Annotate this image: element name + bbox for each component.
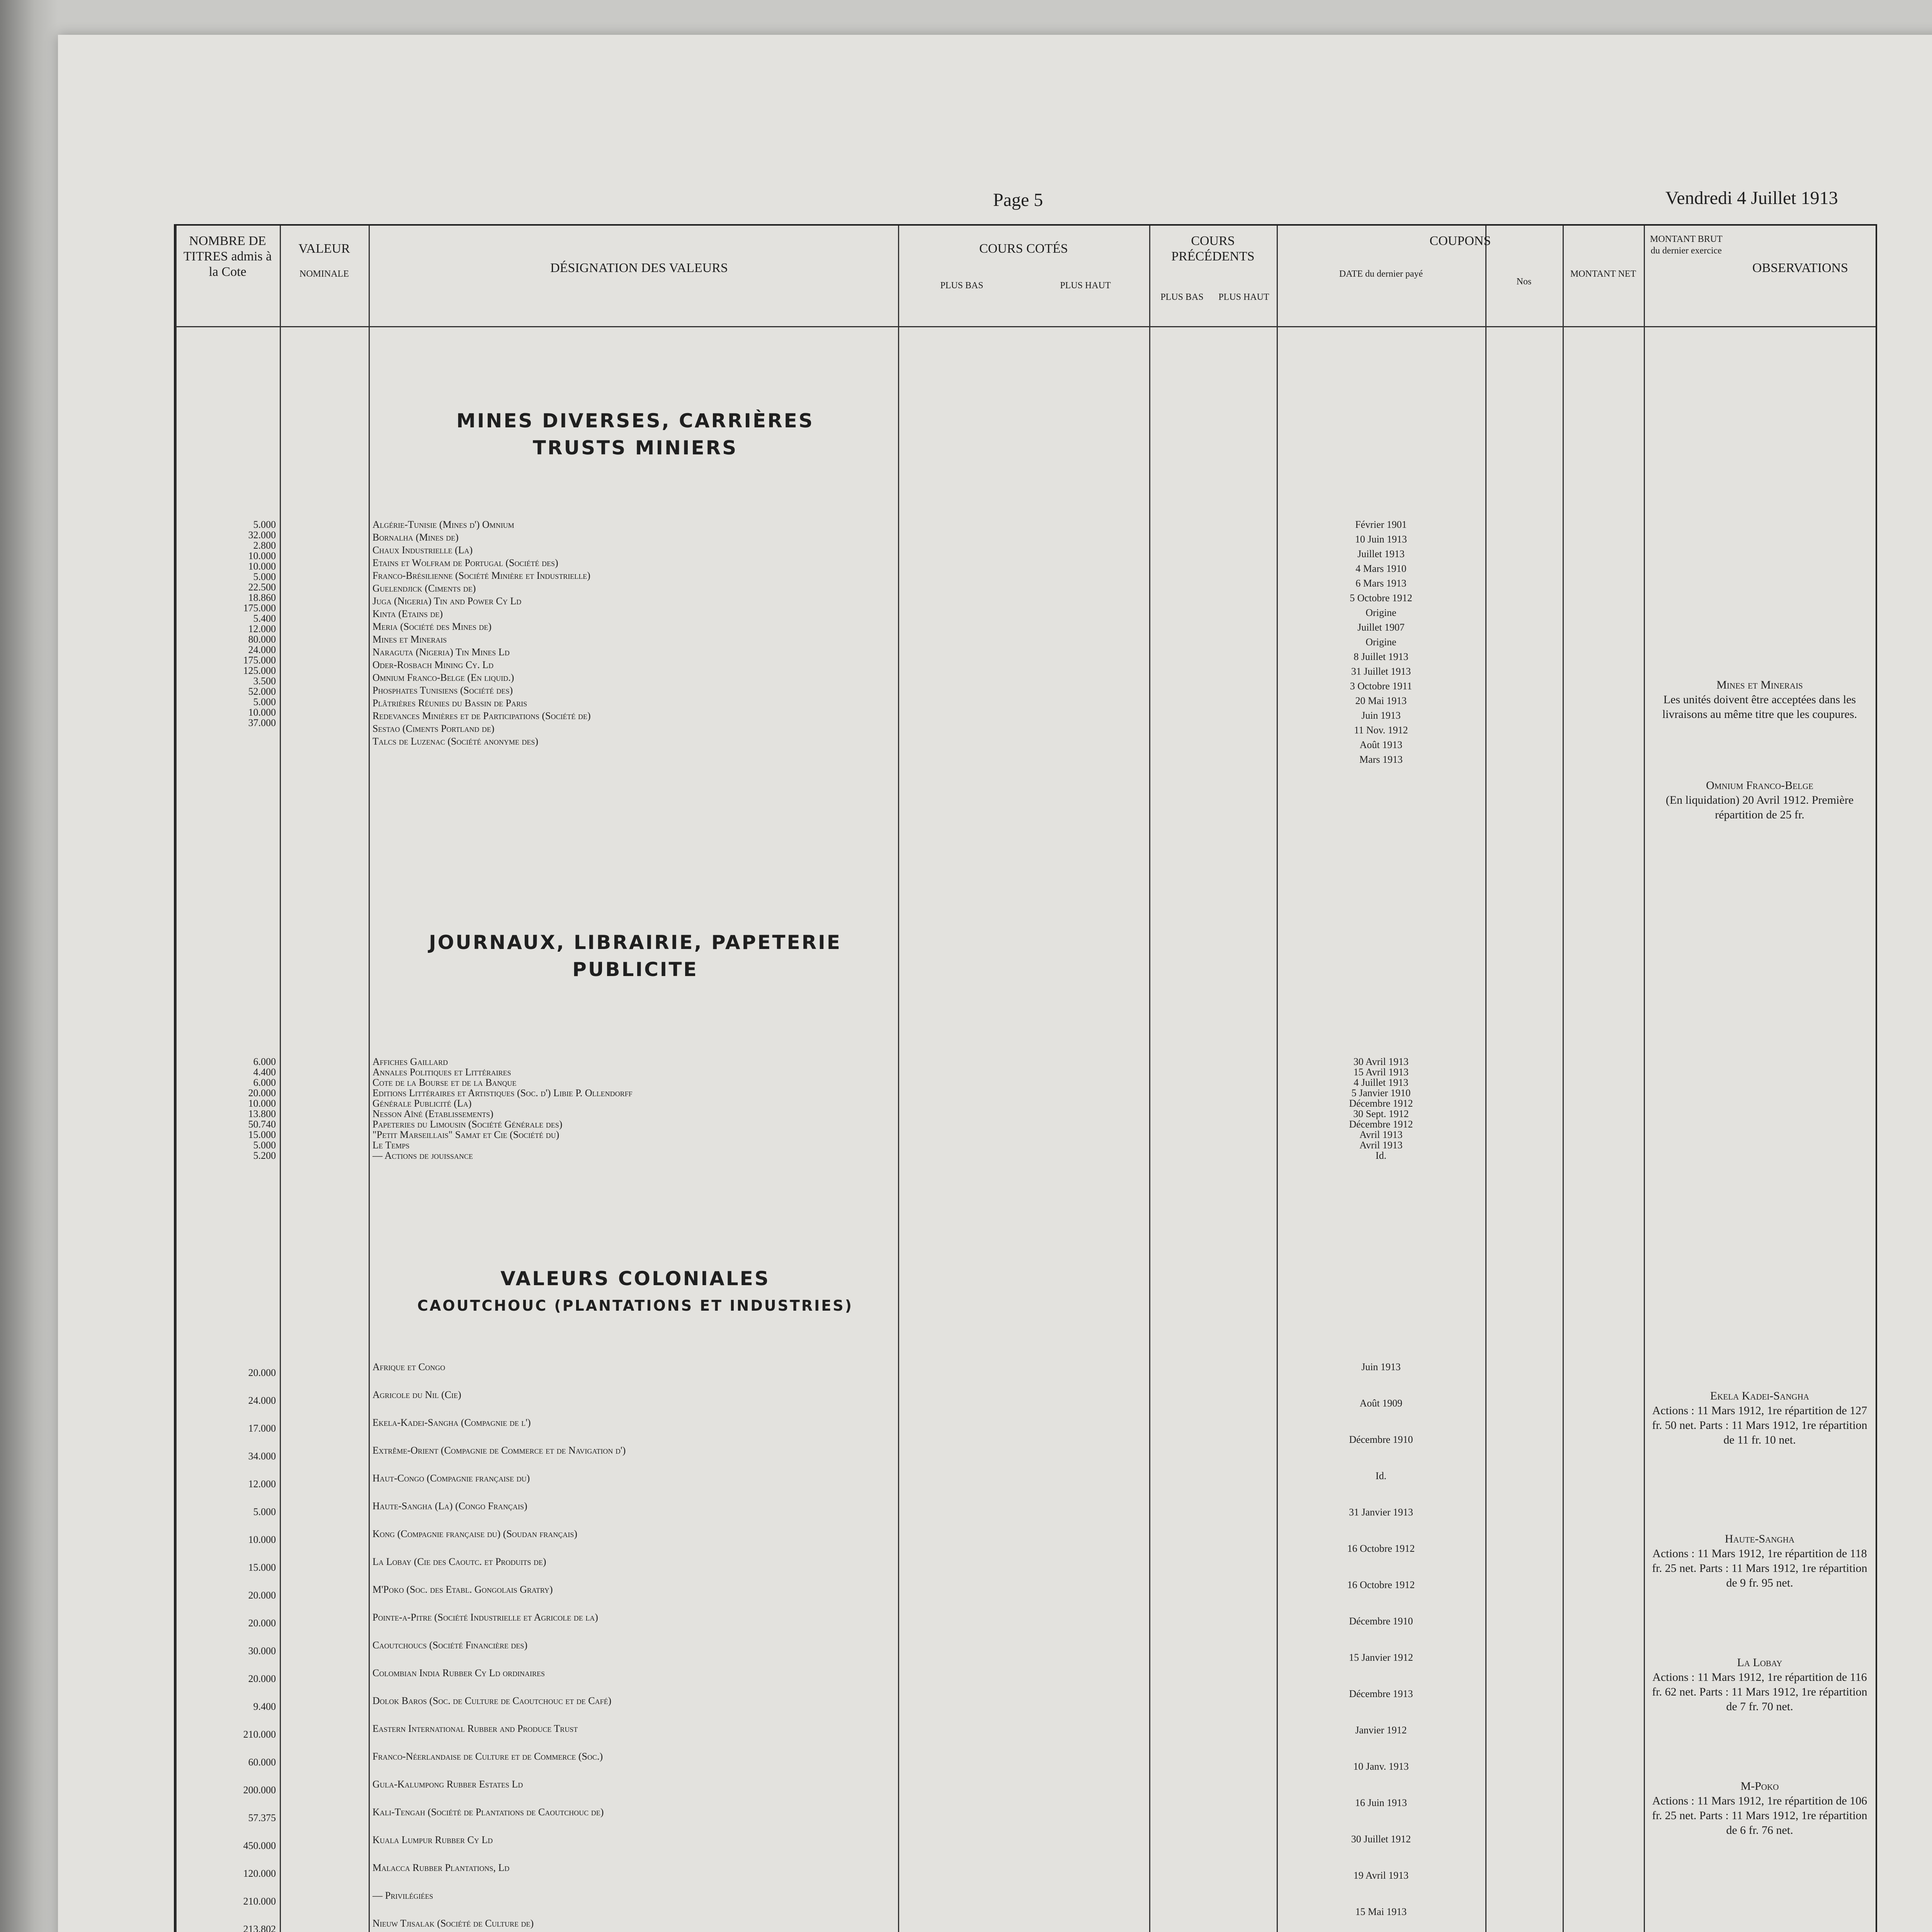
titres-cell: 5.000 [253,696,276,707]
titres-cell: 20.000 [248,1087,276,1099]
header-prec-haut: PLUS HAUT [1218,292,1269,302]
header-coupon-montant: MONTANT NET [1570,269,1636,279]
titres-cell: 120.000 [243,1868,276,1879]
newspaper-page [58,35,1932,1932]
titres-cell: 210.000 [243,1896,276,1907]
titres-cell: 30.000 [248,1645,276,1656]
titres-cell: 15.000 [248,1129,276,1140]
mines-titres-column [179,519,276,728]
section-line: CAOUTCHOUC (PLANTATIONS ET INDUSTRIES) [417,1297,853,1314]
titres-cell: 32.000 [248,529,276,541]
titres-cell: 20.000 [248,1673,276,1684]
designation-cell: Naraguta (Nigeria) Tin Mines Ld [372,646,510,658]
coupon-date-cell: 5 Octobre 1912 [1350,592,1412,604]
coupon-date-cell: Juillet 1913 [1357,548,1405,560]
coupon-date-cell: Août 1913 [1359,739,1403,750]
designation-cell: Bornalha (Mines de) [372,532,459,543]
section-line: VALEURS COLONIALES [500,1267,770,1290]
coupon-date-cell: 4 Juillet 1913 [1354,1077,1408,1088]
designation-cell: Générale Publicité (La) [372,1098,472,1109]
coupon-date-cell: 5 Janvier 1910 [1351,1087,1411,1099]
observation-title: Ekela Kadei-Sangha [1710,1389,1810,1402]
designation-cell: Guelendjick (Ciments de) [372,583,476,594]
observation-title: Omnium Franco-Belge [1706,779,1813,792]
titres-cell: 37.000 [248,717,276,728]
coupon-date-cell: Mars 1913 [1359,754,1403,765]
designation-cell: Etains et Wolfram de Portugal (Société des) [372,557,558,568]
designation-cell: Nieuw Tjisalak (Société de Culture de) [372,1918,534,1929]
titres-cell: 10.000 [248,1534,276,1545]
titres-cell: 57.375 [248,1812,276,1823]
titres-cell: 4.400 [253,1066,276,1078]
titres-cell: 6.000 [253,1056,276,1067]
titres-cell: 34.000 [248,1451,276,1462]
designation-cell: Gula-Kalumpong Rubber Estates Ld [372,1779,523,1790]
coupon-date-cell: Id. [1375,1470,1387,1481]
section-title-journaux [345,929,925,983]
titres-cell: 210.000 [243,1729,276,1740]
designation-cell: Omnium Franco-Belge (En liquid.) [372,672,514,683]
coupon-date-cell: Décembre 1913 [1349,1688,1413,1699]
section-line: JOURNAUX, LIBRAIRIE, PAPETERIE [429,931,842,954]
titres-cell: 9.400 [253,1701,276,1712]
observation-omnium [1651,778,1868,822]
coupon-date-cell: Décembre 1912 [1349,1119,1413,1130]
titres-cell: 450.000 [243,1840,276,1851]
coupon-date-cell: 15 Janvier 1912 [1349,1652,1413,1663]
titres-cell: 175.000 [243,602,276,614]
designation-cell: Malacca Rubber Plantations, Ld [372,1862,510,1873]
designation-cell: Kinta (Etains de) [372,608,443,619]
section-line: PUBLICITE [572,958,698,981]
column-rule [369,226,370,1932]
designation-cell: "Petit Marseillais" Samat et Cie (Société du) [372,1129,560,1140]
observation-mpoko [1651,1779,1868,1838]
quotation-table [174,224,1877,1932]
page-number: Page 5 [993,190,1043,210]
coupon-date-cell: 10 Juin 1913 [1355,534,1407,545]
titres-cell: 5.000 [253,519,276,530]
titres-cell: 24.000 [248,1395,276,1406]
coupon-date-cell: Décembre 1912 [1349,1098,1413,1109]
titres-cell: 17.000 [248,1423,276,1434]
designation-cell: — Actions de jouissance [372,1150,473,1161]
observation-mines [1651,678,1868,722]
designation-cell: Caoutchoucs (Société Financière des) [372,1639,528,1651]
observation-text: Les unités doivent être acceptées dans les livraisons au même titre que les coupures. [1662,693,1857,721]
designation-cell: Agricole du Nil (Cie) [372,1389,461,1400]
designation-cell: Franco-Brésilienne (Société Minière et Industrielle) [372,570,590,581]
coupon-date-cell: 31 Janvier 1913 [1349,1507,1413,1518]
header-plus-haut: PLUS HAUT [1060,281,1111,291]
designation-cell: Mines et Minerais [372,634,447,645]
coupon-date-cell: Janvier 1912 [1355,1725,1407,1736]
coupon-date-cell: 11 Nov. 1912 [1354,724,1408,736]
coupon-date-cell: Avril 1913 [1359,1129,1403,1140]
column-rule [280,226,281,1932]
observation-ekela [1651,1389,1868,1447]
titres-cell: 175.000 [243,655,276,666]
designation-cell: Phosphates Tunisiens (Société des) [372,685,513,696]
section-title-mines [345,407,925,461]
column-rule [1644,226,1645,1932]
journaux-titres-column [179,1056,276,1161]
designation-cell: Editions Littéraires et Artistiques (Soc. d') Libie P. Ollendorff [372,1087,633,1099]
observation-text: (En liquidation) 20 Avril 1912. Première répartition de 25 fr. [1665,794,1854,821]
designation-cell: Nesson Aîné (Etablissements) [372,1108,493,1119]
coupon-date-cell: 3 Octobre 1911 [1350,680,1412,692]
coupon-date-cell: Décembre 1910 [1349,1434,1413,1445]
column-rule [898,226,899,1932]
designation-cell: Plâtrières Réunies du Bassin de Paris [372,697,527,709]
designation-cell: Extrême-Orient (Compagnie de Commerce et de Navigation d') [372,1445,626,1456]
coloniales-titres-column [179,1362,276,1932]
designation-cell: Eastern International Rubber and Produce Trust [372,1723,578,1734]
coupon-date-cell: 20 Mai 1913 [1355,695,1407,706]
observation-lobay [1651,1655,1868,1714]
header-cours-precedents: COURS PRÉCÉDENTS [1171,234,1255,264]
designation-cell: Redevances Minières et de Participations (Société de) [372,710,591,721]
coupon-date-cell: Avril 1913 [1359,1139,1403,1151]
titres-cell: 213.802 [243,1923,276,1932]
observation-title: La Lobay [1737,1656,1782,1669]
coupon-date-cell: 8 Juillet 1913 [1354,651,1408,662]
coloniales-designation-column [372,1362,894,1932]
coupon-date-cell: 10 Janv. 1913 [1353,1761,1409,1772]
coupon-date-cell: Août 1909 [1359,1398,1403,1409]
designation-cell: Haute-Sangha (La) (Congo Français) [372,1500,527,1512]
titres-cell: 60.000 [248,1757,276,1768]
observation-title: Mines et Minerais [1716,679,1803,691]
titres-cell: 6.000 [253,1077,276,1088]
designation-cell: Afrique et Congo [372,1361,446,1372]
coupon-date-cell: 30 Sept. 1912 [1353,1108,1409,1119]
coupon-date-cell: Février 1901 [1355,519,1407,530]
designation-cell: Colombian India Rubber Cy Ld ordinaires [372,1667,545,1679]
column-rule [175,226,177,1932]
designation-cell: Le Temps [372,1139,410,1151]
section-line: TRUSTS MINIERS [532,437,738,459]
titres-cell: 10.000 [248,707,276,718]
observation-text: Actions : 11 Mars 1912, 1re répartition de 116 fr. 62 net. Parts : 11 Mars 1912, 1re répartition de 7 fr. 70 net. [1652,1671,1867,1713]
header-prec-bas: PLUS BAS [1160,292,1204,302]
coupon-date-cell: 30 Juillet 1912 [1351,1833,1411,1845]
coupon-date-cell: 15 Mai 1913 [1355,1906,1407,1917]
titres-cell: 18.860 [248,592,276,603]
designation-cell: Cote de la Bourse et de la Banque [372,1077,517,1088]
designation-cell: Algérie-Tunisie (Mines d') Omnium [372,519,514,530]
coupon-date-cell: Juin 1913 [1361,710,1401,721]
titres-cell: 20.000 [248,1590,276,1601]
designation-cell: Kuala Lumpur Rubber Cy Ld [372,1834,493,1845]
observation-text: Actions : 11 Mars 1912, 1re répartition de 127 fr. 50 net. Parts : 11 Mars 1912, 1re répartition de 11 fr. 10 net. [1652,1404,1867,1446]
titres-cell: 12.000 [248,623,276,634]
titres-cell: 200.000 [243,1784,276,1796]
designation-cell: Talcs de Luzenac (Société anonyme des) [372,736,539,747]
titres-cell: 20.000 [248,1367,276,1378]
designation-cell: Annales Politiques et Littéraires [372,1066,511,1078]
titres-cell: 5.000 [253,1139,276,1151]
coupon-date-cell: 15 Avril 1913 [1353,1066,1409,1078]
titres-cell: 13.800 [248,1108,276,1119]
coupon-date-cell: Juin 1913 [1361,1361,1401,1372]
designation-cell: Haut-Congo (Compagnie française du) [372,1473,530,1484]
coupon-date-cell: 30 Avril 1913 [1353,1056,1409,1067]
header-plus-bas: PLUS BAS [940,281,983,291]
titres-cell: 2.800 [253,540,276,551]
observation-title: M-Poko [1740,1780,1779,1793]
titres-cell: 20.000 [248,1617,276,1629]
designation-cell: M'Poko (Soc. des Etabl. Gongolais Gratry) [372,1584,553,1595]
header-cours-cotes: COURS COTÉS [979,242,1068,256]
mines-coupon-date-column [1284,519,1478,769]
column-rule [1563,226,1564,1932]
coupon-date-cell: 31 Juillet 1913 [1351,666,1411,677]
observation-text: Actions : 11 Mars 1912, 1re répartition de 118 fr. 25 net. Parts : 11 Mars 1912, 1re répartition de 9 fr. 95 net. [1652,1547,1867,1589]
designation-cell: Pointe-a-Pitre (Société Industrielle et Agricole de la) [372,1612,598,1623]
designation-cell: Oder-Rosbach Mining Cy. Ld [372,659,494,670]
titres-cell: 5.400 [253,613,276,624]
header-coupon-num: Nos [1516,277,1532,287]
header-designation: DÉSIGNATION DES VALEURS [550,261,728,275]
titres-cell: 10.000 [248,550,276,561]
titres-cell: 24.000 [248,644,276,655]
observation-haute-sangha [1651,1532,1868,1590]
coupon-date-cell: 16 Octobre 1912 [1347,1543,1415,1554]
coupon-date-cell: Id. [1375,1150,1387,1161]
coupon-date-cell: 19 Avril 1913 [1353,1870,1409,1881]
designation-cell: Meria (Société des Mines de) [372,621,492,632]
titres-cell: 12.000 [248,1478,276,1490]
header-coupon-date: DATE du dernier payé [1339,269,1423,279]
section-line: MINES DIVERSES, CARRIÈRES [456,410,814,432]
column-rule [1485,226,1486,1932]
header-titres: NOMBRE DE TITRES admis à la Cote [183,234,272,279]
titres-cell: 3.500 [253,675,276,687]
designation-cell: Ekela-Kadei-Sangha (Compagnie de l') [372,1417,531,1428]
designation-cell: Juga (Nigeria) Tin and Power Cy Ld [372,595,522,607]
titres-cell: 22.500 [248,582,276,593]
mines-designation-column [372,519,894,749]
header-valeur: VALEUR [298,242,350,256]
header-nominale: NOMINALE [299,269,349,279]
designation-cell: Sestao (Ciments Portland de) [372,723,495,734]
designation-cell: Franco-Néerlandaise de Culture et de Commerce (Soc.) [372,1751,603,1762]
coupon-date-cell: Juillet 1907 [1357,622,1405,633]
titres-cell: 52.000 [248,686,276,697]
header-rule [175,326,1876,327]
designation-cell: Papeteries du Limousin (Société Générale des) [372,1119,563,1130]
titres-cell: 10.000 [248,561,276,572]
observation-title: Haute-Sangha [1725,1532,1795,1545]
journaux-designation-column [372,1056,894,1161]
titres-cell: 50.740 [248,1119,276,1130]
journaux-coupon-date-column [1284,1056,1478,1161]
coupon-date-cell: 16 Juin 1913 [1355,1797,1407,1808]
titres-cell: 5.000 [253,571,276,582]
coupon-date-cell: 16 Octobre 1912 [1347,1579,1415,1590]
designation-cell: Kali-Tengah (Société de Plantations de Caoutchouc de) [372,1806,604,1818]
header-observations: OBSERVATIONS [1752,261,1848,275]
header-montant-brut: MONTANT BRUT du dernier exercice [1650,234,1723,256]
designation-cell: Chaux Industrielle (La) [372,544,473,556]
titres-cell: 80.000 [248,634,276,645]
designation-cell: La Lobay (Cie des Caoutc. et Produits de) [372,1556,546,1567]
column-rule [1149,226,1150,1932]
titres-cell: 15.000 [248,1562,276,1573]
titres-cell: 125.000 [243,665,276,676]
coupon-date-cell: Décembre 1910 [1349,1616,1413,1627]
coupon-date-cell: 6 Mars 1913 [1355,578,1406,589]
designation-cell: — Privilégiées [372,1890,433,1901]
designation-cell: Affiches Gaillard [372,1056,448,1067]
titres-cell: 5.000 [253,1506,276,1517]
column-rule [1277,226,1278,1932]
designation-cell: Dolok Baros (Soc. de Culture de Caoutchouc et de Café) [372,1695,612,1706]
coupon-date-cell: Origine [1366,636,1396,648]
coupon-date-cell: Origine [1366,607,1396,618]
titres-cell: 5.200 [253,1150,276,1161]
book-binding [0,0,58,1932]
observation-text: Actions : 11 Mars 1912, 1re répartition de 106 fr. 25 net. Parts : 11 Mars 1912, 1re répartition de 6 fr. 76 net. [1652,1794,1867,1837]
section-title-coloniales [345,1265,925,1319]
coupon-date-cell: 4 Mars 1910 [1355,563,1406,574]
titres-cell: 10.000 [248,1098,276,1109]
issue-date: Vendredi 4 Juillet 1913 [1665,188,1838,208]
header-coupons: COUPONS [1429,234,1491,248]
coloniales-coupon-date-column [1284,1362,1478,1932]
designation-cell: Kong (Compagnie française du) (Soudan français) [372,1528,578,1539]
